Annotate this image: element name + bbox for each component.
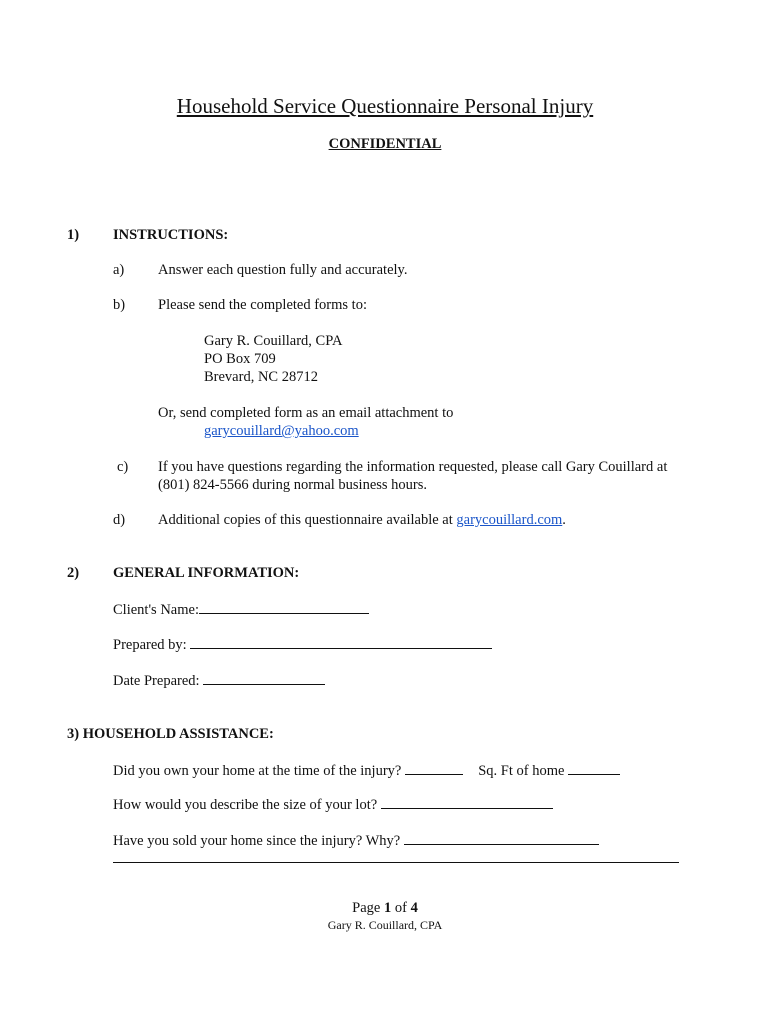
- sold-home-question: Have you sold your home since the injury? Why?: [113, 833, 401, 849]
- item-a-marker: a): [113, 262, 125, 278]
- date-prepared-row: [113, 672, 325, 690]
- confidential-label: CONFIDENTIAL: [328, 136, 442, 152]
- item-c-line-1: If you have questions regarding the information requested, please call Gary Couillard at: [158, 459, 668, 475]
- address-line-po-box: PO Box 709: [204, 351, 276, 367]
- item-b-marker: b): [113, 297, 126, 313]
- item-d-text: Additional copies of this questionnaire available at: [158, 512, 453, 528]
- item-b-text: Please send the completed forms to:: [158, 297, 367, 313]
- website-link[interactable]: garycouillard.com: [456, 512, 563, 528]
- page-total: 4: [410, 900, 418, 916]
- document-title: Household Service Questionnaire Personal Injury: [176, 94, 594, 118]
- prepared-by-label: Prepared by:: [113, 637, 187, 653]
- section-3-heading: 3) HOUSEHOLD ASSISTANCE:: [67, 726, 274, 742]
- item-c-marker: c): [117, 459, 129, 475]
- footer-author: Gary R. Couillard, CPA: [327, 918, 443, 932]
- item-a-text: Answer each question fully and accurately.: [158, 262, 408, 278]
- own-home-row: [113, 762, 620, 780]
- item-d-suffix: .: [562, 512, 566, 528]
- prepared-by-row: [113, 636, 492, 654]
- page-current: 1: [383, 900, 392, 916]
- sold-home-continuation-line[interactable]: [113, 862, 679, 863]
- email-intro: Or, send completed form as an email attachment to: [158, 405, 454, 421]
- client-name-label: Client's Name:: [113, 602, 199, 618]
- sqft-label: Sq. Ft of home: [478, 763, 565, 779]
- lot-size-field[interactable]: [381, 796, 553, 809]
- sold-home-row: [113, 832, 599, 850]
- date-prepared-label: Date Prepared:: [113, 673, 200, 689]
- client-name-field[interactable]: [199, 601, 369, 614]
- date-prepared-field[interactable]: [203, 672, 325, 685]
- section-2-heading: GENERAL INFORMATION:: [113, 565, 300, 581]
- prepared-by-field[interactable]: [190, 636, 492, 649]
- page-prefix: Page: [352, 900, 384, 916]
- section-1-heading: INSTRUCTIONS:: [113, 227, 229, 243]
- lot-size-row: [113, 796, 553, 814]
- section-1-number: 1): [67, 227, 80, 243]
- item-d-marker: d): [113, 512, 126, 528]
- sold-home-field[interactable]: [404, 832, 599, 845]
- client-name-row: [113, 601, 369, 619]
- page-number: [0, 900, 770, 917]
- address-line-city: Brevard, NC 28712: [204, 369, 318, 385]
- email-link[interactable]: garycouillard@yahoo.com: [204, 423, 359, 439]
- item-c-line-2: (801) 824-5566 during normal business hours.: [158, 477, 428, 493]
- own-home-question: Did you own your home at the time of the injury?: [113, 763, 402, 779]
- sqft-field[interactable]: [568, 762, 620, 775]
- lot-size-question: How would you describe the size of your lot?: [113, 797, 378, 813]
- address-line-name: Gary R. Couillard, CPA: [204, 333, 343, 349]
- own-home-field[interactable]: [405, 762, 463, 775]
- item-d-line: [158, 511, 566, 529]
- section-2-number: 2): [67, 565, 80, 581]
- page-of: of: [391, 900, 411, 916]
